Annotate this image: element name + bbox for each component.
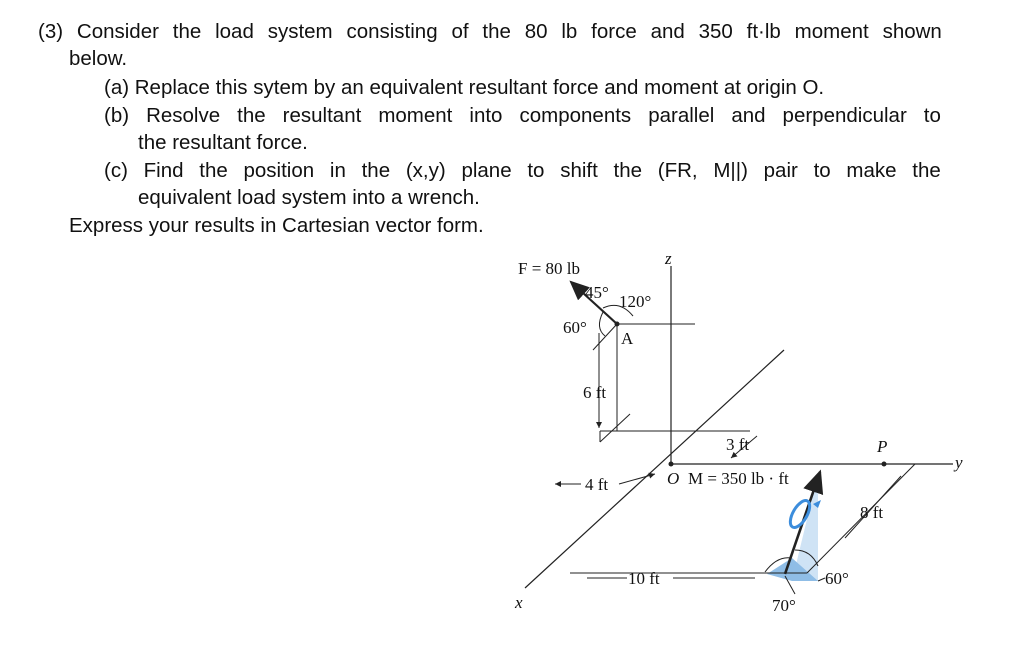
angle-120-label: 120° (619, 292, 652, 311)
point-p-dot (882, 462, 887, 467)
x-axis-label: x (515, 593, 523, 612)
angle-arc-60 (599, 312, 605, 336)
angle-60-bottom-label: 60° (825, 569, 849, 588)
word: ft·lb (746, 20, 781, 43)
word: shown (882, 20, 942, 43)
proj-line (593, 324, 617, 350)
angle-70-label: 70° (772, 596, 796, 615)
point-a-dot (615, 322, 620, 327)
word: into (469, 104, 503, 127)
word: the (361, 159, 391, 182)
word: Find (143, 159, 184, 182)
part-c-line-1 (104, 158, 941, 185)
dim-8ft-label: 8 ft (860, 503, 884, 522)
word: (c) (104, 159, 128, 182)
origin-dot (669, 462, 674, 467)
word: Consider (76, 20, 159, 43)
word: Resolve (146, 104, 221, 127)
dim-10ft-label: 10 ft (628, 569, 660, 588)
dim-4ft-right (619, 474, 655, 484)
force-label: F = 80 lb (518, 259, 581, 278)
word: in (329, 159, 346, 182)
word: to (527, 159, 545, 182)
word: perpendicular (782, 104, 907, 127)
word: (b) (104, 104, 130, 127)
word: and (650, 20, 685, 43)
word: pair (763, 159, 798, 182)
word: 350 (698, 20, 733, 43)
part-c-line-2: equivalent load system into a wrench. (138, 186, 480, 209)
word: resultant (282, 104, 362, 127)
dim-3ft-label: 3 ft (726, 435, 750, 454)
word: parallel (648, 104, 715, 127)
word: components (519, 104, 632, 127)
point-a-label: A (621, 329, 634, 348)
part-a: (a) Replace this sytem by an equivalent resultant force and moment at origin O. (104, 76, 825, 99)
word: system (267, 20, 333, 43)
angle-45-label: 45° (585, 283, 609, 302)
figure-svg (495, 238, 975, 638)
word: load (215, 20, 254, 43)
word: and (731, 104, 766, 127)
word: the (613, 159, 643, 182)
word: make (846, 159, 897, 182)
dim-6ft-label: 6 ft (583, 383, 607, 402)
word: consisting (346, 20, 438, 43)
word: to (813, 159, 831, 182)
part-b-line-2: the resultant force. (138, 131, 308, 154)
word: shift (560, 159, 598, 182)
dim-4ft-label: 4 ft (585, 475, 609, 494)
ground-rect-diag (600, 414, 630, 442)
word: 80 (524, 20, 548, 43)
problem-line-1 (38, 19, 942, 46)
angle-60-top-label: 60° (563, 318, 587, 337)
y-axis-label: y (955, 453, 963, 472)
word: the (482, 20, 511, 43)
word: lb (561, 20, 578, 43)
word: position (243, 159, 315, 182)
word: to (923, 104, 941, 127)
closing-instruction: Express your results in Cartesian vector form. (69, 214, 484, 237)
word: moment (794, 20, 869, 43)
word: (3) (38, 20, 64, 43)
load-system-figure (495, 238, 975, 638)
problem-line-2: below. (69, 47, 128, 70)
word: the (237, 104, 266, 127)
moment-label: M = 350 lb · ft (688, 469, 789, 488)
origin-label: O (667, 469, 680, 488)
word: moment (378, 104, 453, 127)
point-p-label: P (877, 437, 888, 456)
z-axis-label: z (665, 249, 672, 268)
word: the (199, 159, 228, 182)
angle-60-leader (818, 578, 825, 581)
word: the (172, 20, 202, 43)
word: (x,y) (405, 159, 446, 182)
part-b-line-1 (104, 103, 941, 130)
word: (FR, (657, 159, 698, 182)
word: of (451, 20, 469, 43)
word: plane (461, 159, 512, 182)
word: force (591, 20, 637, 43)
word: the (912, 159, 941, 182)
word: M||) (713, 159, 748, 182)
